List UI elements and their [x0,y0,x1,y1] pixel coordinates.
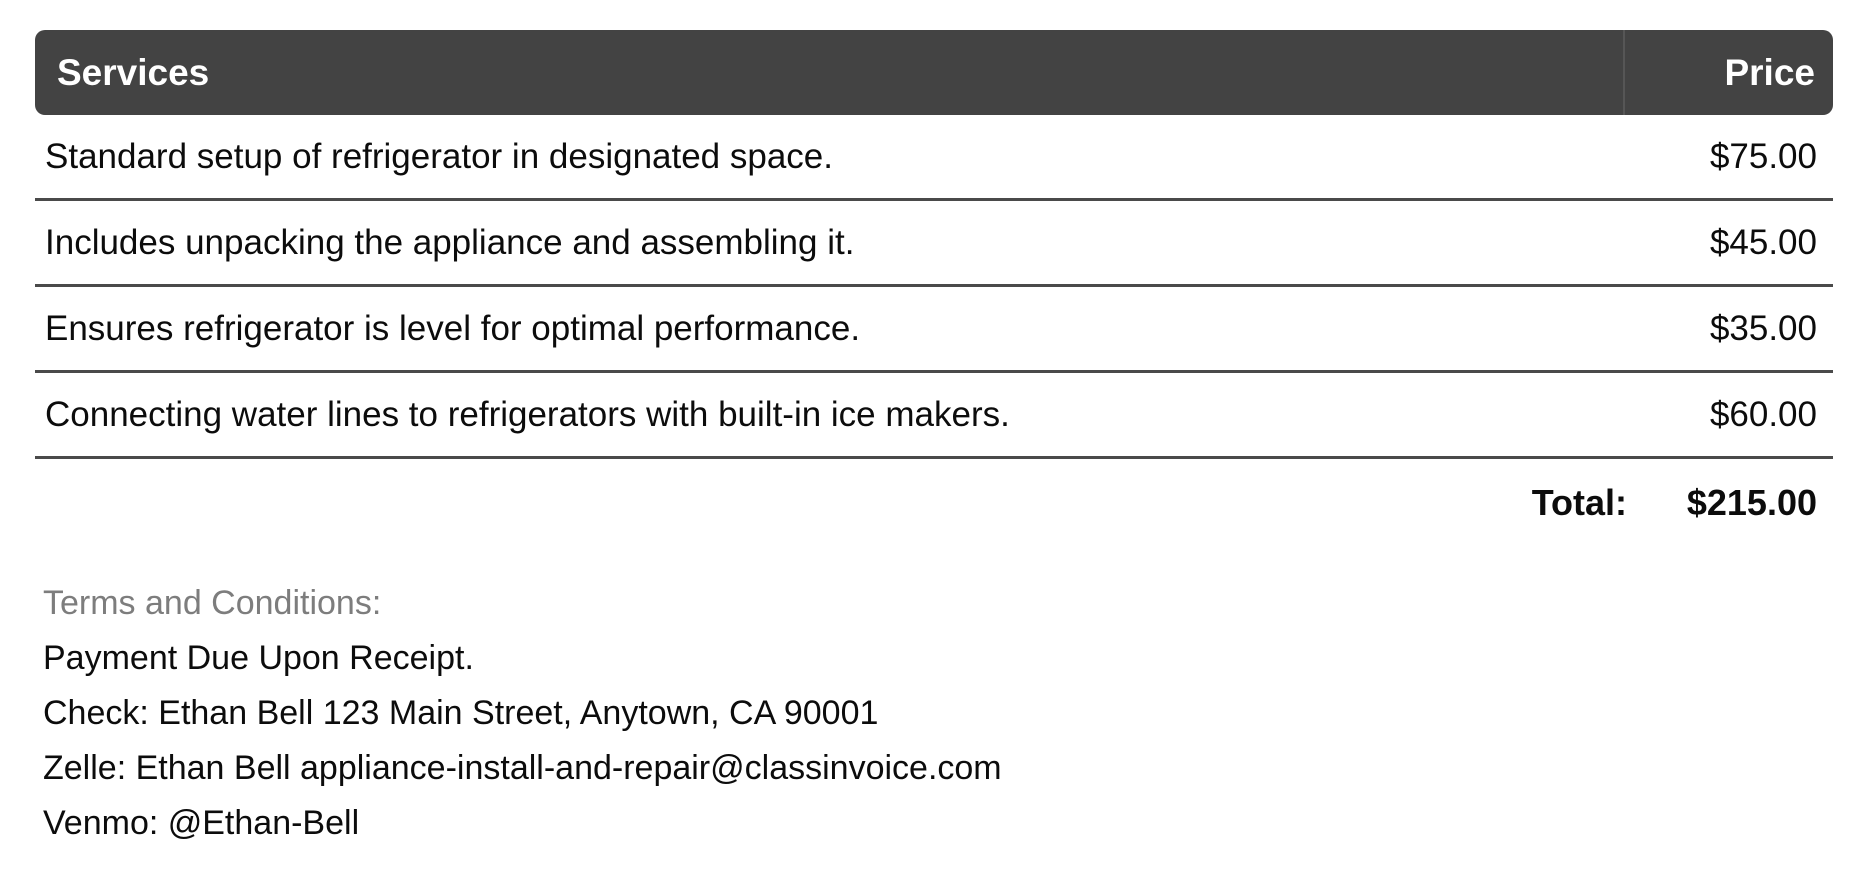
total-row [35,459,1833,547]
terms-line-payment: Payment Due Upon Receipt. [43,639,474,677]
services-table [35,30,1833,547]
terms-line-zelle: Zelle: Ethan Bell appliance-install-and-repair@classinvoice.com [43,749,1002,787]
service-price: $35.00 [1709,308,1817,348]
total-value: $215.00 [1686,482,1817,523]
table-row [35,287,1833,373]
column-header-price: Price [1623,30,1833,115]
table-row [35,115,1833,201]
table-row [35,201,1833,287]
terms-and-conditions-section [35,576,1833,851]
service-price: $45.00 [1709,222,1817,262]
service-description: Standard setup of refrigerator in designated space. [45,136,833,176]
service-description: Connecting water lines to refrigerators with built-in ice makers. [45,394,1010,434]
service-price: $75.00 [1709,136,1817,176]
service-description: Includes unpacking the appliance and assembling it. [45,222,855,262]
terms-heading: Terms and Conditions: [43,584,382,622]
column-header-services: Services [57,51,210,93]
terms-line-venmo: Venmo: @Ethan-Bell [43,804,360,842]
service-price: $60.00 [1709,394,1817,434]
service-description: Ensures refrigerator is level for optimal performance. [45,308,861,348]
table-row [35,373,1833,459]
terms-line-check: Check: Ethan Bell 123 Main Street, Anytown, CA 90001 [43,694,879,732]
table-header-row [35,30,1833,115]
total-label: Total: [1531,482,1627,523]
